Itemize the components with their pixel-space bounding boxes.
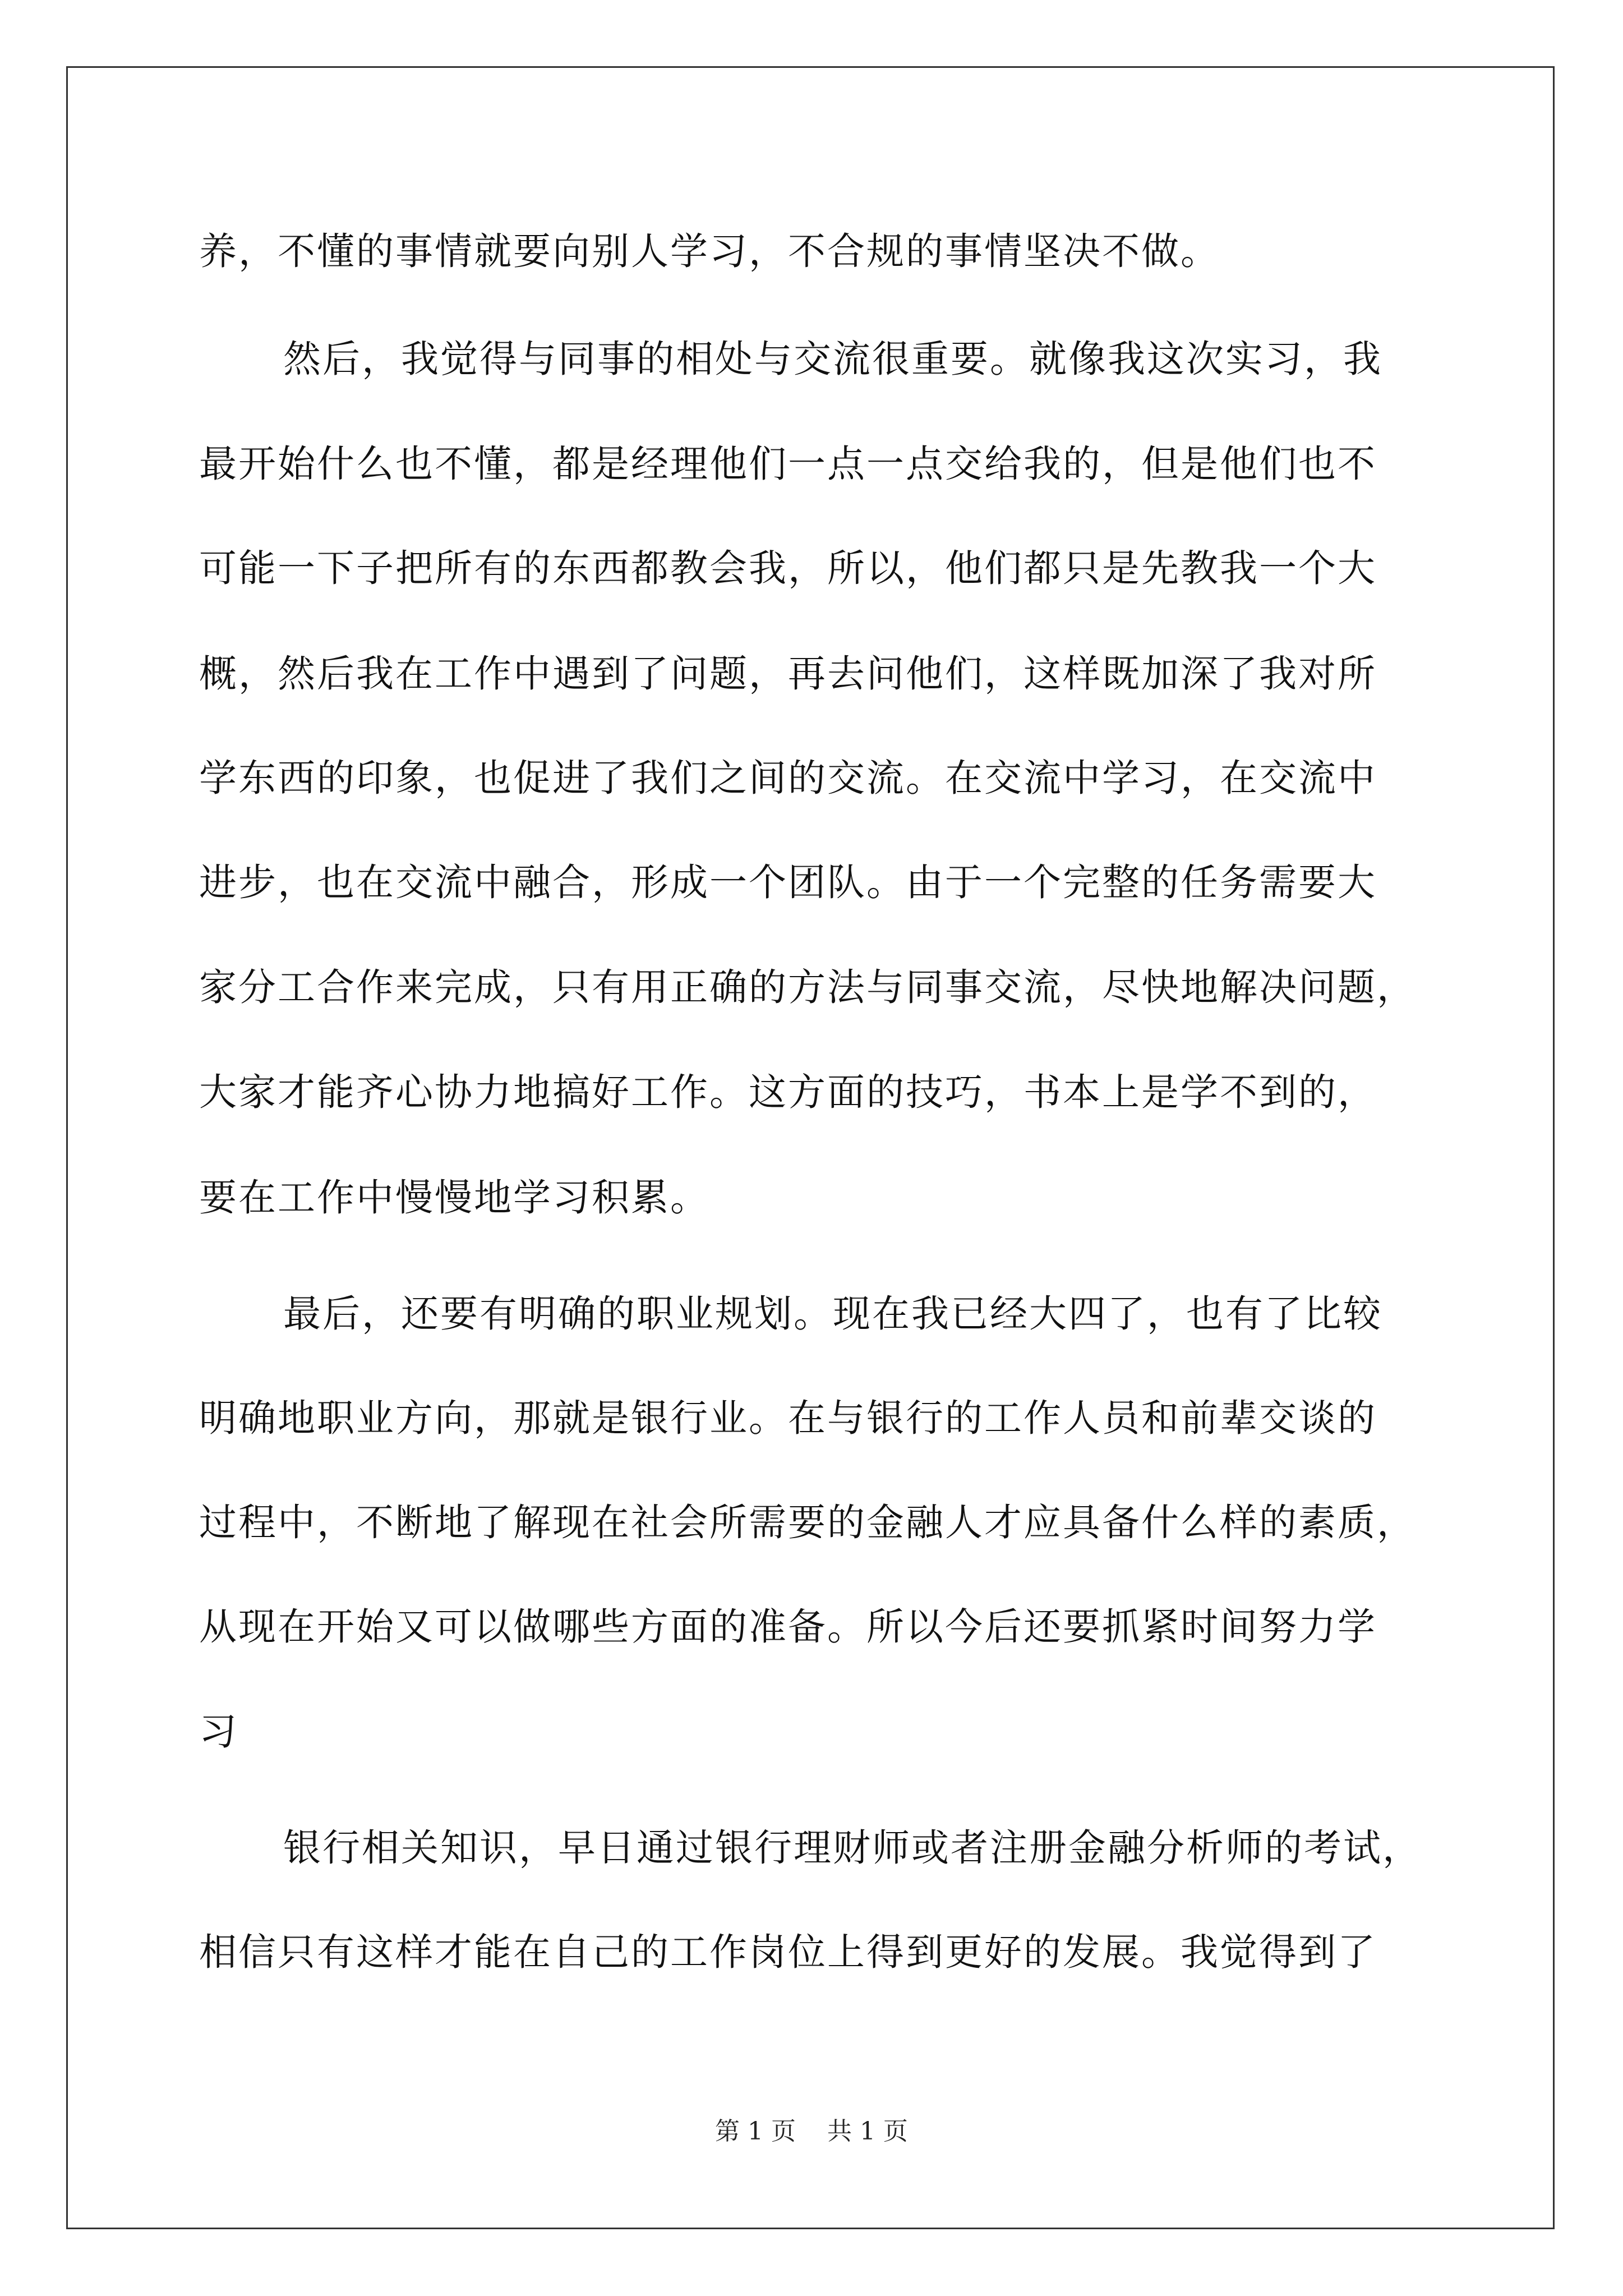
text-line: 进步，也在交流中融合，形成一个团队。由于一个完整的任务需要大 <box>199 861 1377 904</box>
text-line: 大家才能齐心协力地搞好工作。这方面的技巧，书本上是学不到的， <box>199 1070 1377 1114</box>
page-footer: 第 1 页 共 1 页 <box>715 2117 908 2146</box>
text-line: 可能一下子把所有的东西都教会我，所以，他们都只是先教我一个大 <box>199 546 1377 590</box>
text-line: 然后，我觉得与同事的相处与交流很重要。就像我这次实习，我 <box>283 337 1382 381</box>
text-line: 从现在开始又可以做哪些方面的准备。所以今后还要抓紧时间努力学 <box>199 1605 1377 1649</box>
text-line: 最开始什么也不懂，都是经理他们一点一点交给我的，但是他们也不 <box>199 442 1377 486</box>
text-line: 养，不懂的事情就要向别人学习，不合规的事情坚决不做。 <box>199 229 1220 273</box>
text-line: 银行相关知识，早日通过银行理财师或者注册金融分析师的考试， <box>283 1826 1422 1870</box>
text-line: 要在工作中慢慢地学习积累。 <box>199 1176 709 1220</box>
text-line: 最后，还要有明确的职业规划。现在我已经大四了，也有了比较 <box>283 1292 1382 1336</box>
text-line: 明确地职业方向，那就是银行业。在与银行的工作人员和前辈交谈的 <box>199 1396 1377 1440</box>
text-line: 概，然后我在工作中遇到了问题，再去问他们，这样既加深了我对所 <box>199 652 1377 696</box>
text-line: 家分工合作来完成，只有用正确的方法与同事交流，尽快地解决问题， <box>199 965 1416 1009</box>
text-line: 过程中，不断地了解现在社会所需要的金融人才应具备什么样的素质， <box>199 1501 1416 1544</box>
text-line: 学东西的印象，也促进了我们之间的交流。在交流中学习，在交流中 <box>199 756 1377 800</box>
text-line: 相信只有这样才能在自己的工作岗位上得到更好的发展。我觉得到了 <box>199 1930 1377 1974</box>
text-line: 习 <box>199 1710 238 1754</box>
